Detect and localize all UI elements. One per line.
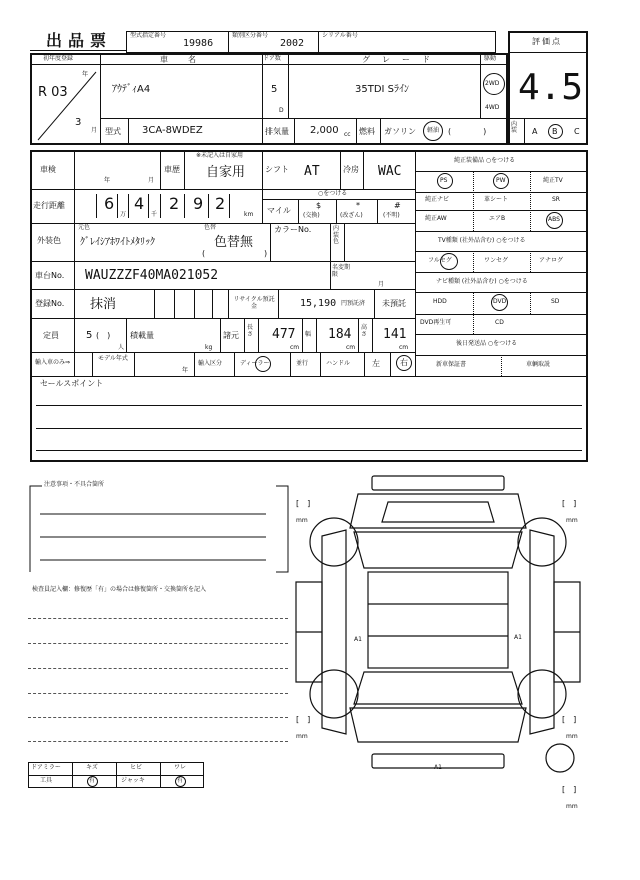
width-unit: cm [346,344,356,351]
measure-bracket-rl: [ ] [296,715,311,724]
mileage-digit: 4 [134,194,145,213]
damage-mark-left: A1 [354,636,362,643]
interior-grade-c: C [574,127,580,136]
width-value: 184 [328,327,352,342]
model-year-label: モデル年式 [98,355,128,362]
first-reg-month-unit: 月 [91,127,98,134]
dims-label: 諸元 [223,331,239,340]
navi-dvd-play: DVD再生可 [420,319,452,326]
interior-grade-b: B [552,127,558,136]
fuel-circled: 軽油 [427,127,440,134]
repaint-value: 色替無 [214,235,254,250]
shift-value: AT [304,164,320,179]
tv-fullseg: フルセグ [428,257,452,264]
later-manual: 車輌取説 [526,361,551,368]
ac-label: 冷房 [343,165,359,174]
name-change-month-unit: 月 [378,281,385,288]
first-reg-slash [36,70,98,142]
caution-bracket [28,481,290,574]
color-no-label: カラーNo. [274,225,312,234]
original-color-value: ｸﾞﾚｲｼｱﾎﾜｲﾄﾒﾀﾘｯｸ [80,237,155,248]
mileage-digit: 2 [169,194,180,213]
later-header: 後日発送品 ○をつける [456,340,518,347]
measure-bracket-rr: [ ] [562,715,577,724]
category-value: 2002 [280,38,305,49]
measure-mm-spare: mm [566,803,578,810]
inspector-note: 検査員記入欄：修復歴「有」の場合は修復箇所・交換箇所を記入 [32,586,207,593]
inspection-year-unit: 年 [104,177,111,184]
legend-tools: 工具 [40,777,53,784]
meter-note: ○をつける [318,190,348,197]
chassis-value: WAUZZZF40MA021052 [85,268,219,283]
interior-label: 内装 [511,121,518,134]
damage-mark-right: A1 [514,634,522,641]
history-label: 車歴 [164,165,180,174]
later-warranty: 新車保証書 [436,361,467,368]
meter-mile: マイル [267,206,291,215]
std-equipment-header: 純正装備品 ○をつける [454,157,516,164]
meter-altered-sym: * [356,201,360,210]
parallel: 並行 [296,360,309,367]
model-cert-label: 型式指定番号 [130,32,167,39]
drive-2wd: 2WD [485,80,500,87]
length-label: 長さ [247,324,254,338]
measure-mm-fr: mm [566,517,578,524]
mileage-man-unit: 万 [120,211,127,218]
model-label: 型式 [105,127,121,136]
equip-navi: 純正ナビ [425,196,450,203]
caution-label: 注意事項・不具合箇所 [44,481,105,488]
score-value: 4.5 [518,67,584,108]
first-reg-label: 初年度登録 [43,55,74,62]
load-label: 積載量 [130,331,154,340]
shift-label: シフト [265,165,289,174]
length-value: 477 [272,327,296,342]
name-change-label: 名変期限 [332,264,351,278]
height-value: 141 [383,327,407,342]
tv-oneseg: ワンセグ [484,257,509,264]
grade-value: 35TDI Sﾗｲﾝ [355,84,410,95]
measure-bracket-fl: [ ] [296,499,311,508]
displacement-label: 排気量 [265,127,289,136]
navi-cd: CD [495,319,504,326]
doors-type: D [279,107,284,114]
page-title: 出品票 [46,31,113,50]
interior-grade-a: A [532,127,538,136]
car-name-label: 車名 [160,55,216,64]
meter-exchange: (交換) [303,212,320,219]
category-label: 類別区分番号 [232,32,269,39]
equip-abs: ABS [548,216,560,223]
measure-mm-rl: mm [296,733,308,740]
equip-aw: 純正AW [425,215,447,222]
recycle-value: 15,190 [300,298,337,309]
model-year-unit: 年 [182,367,189,374]
meter-unknown: (不明) [383,212,400,219]
km-unit: km [244,211,254,218]
import-label: 輸入車のみ⇒ [35,359,71,366]
tv-analog: アナログ [539,257,564,264]
legend-tools-mark: 有 [89,777,96,784]
repaint-label: 色替 [204,224,217,231]
drive-label: 駆動 [484,55,497,62]
measure-bracket-fr: [ ] [562,499,577,508]
recycle-label: リサイクル預託金 [233,296,275,311]
load-unit: kg [205,344,213,351]
inspection-month-unit: 月 [148,177,155,184]
model-cert-value: 19986 [183,38,214,49]
serial-label: シリアル番号 [322,32,358,39]
score-label: 評価点 [532,37,562,46]
equip-airbag: エアB [489,215,506,222]
drive-4wd: 4WD [485,104,500,111]
recycle-unpaid: 未預託 [382,299,406,308]
exterior-label: 外装色 [37,236,61,245]
capacity-value: 5 [86,330,93,341]
legend-cracked: ワレ [174,764,187,771]
handle-left: 左 [372,359,380,368]
fuel-value: ガソリン [384,127,416,136]
chassis-label: 車台No. [35,271,65,280]
capacity-paren: ( ) [96,331,111,340]
legend-jack-mark: 有 [177,777,184,784]
height-unit: cm [399,344,409,351]
reg-no-label: 登録No. [35,299,65,308]
capacity-unit: 人 [118,344,125,351]
fuel-paren: ( ) [448,127,487,136]
displacement-unit: cc [344,131,351,138]
legend-scratch: キズ [86,764,98,771]
capacity-label: 定員 [43,331,59,340]
first-reg-year-unit: 年 [82,71,89,78]
dealer: ディーラー [240,360,270,367]
legend-jack: ジャッキ [121,777,145,784]
equip-sr: SR [552,196,560,203]
paren-open: ( [202,249,206,258]
mileage-sen-unit: 千 [151,211,158,218]
navi-hdd: HDD [433,298,447,305]
width-label: 幅 [305,331,312,338]
legend-crack: ヒビ [130,764,143,771]
mileage-digit: 2 [215,194,226,213]
header-id-box [126,31,496,53]
mileage-label: 走行距離 [33,201,65,210]
meter-altered: (改ざん) [340,212,363,219]
equip-leather: 革シート [484,196,509,203]
displacement-value: 2,000 [310,125,339,136]
handle-right: 右 [400,358,408,367]
sales-point-label: セールスポイント [40,379,104,388]
doors-label: ドア数 [263,55,281,62]
equip-tv: 純正TV [543,177,563,184]
navi-header: ナビ種類 (社外品含む) ○をつける [436,278,528,285]
equip-pw: PW [496,177,506,184]
tv-header: TV種類 (社外品含む) ○をつける [438,237,526,244]
mileage-digit: 9 [193,194,204,213]
length-unit: cm [290,344,300,351]
interior-color-label: 内装色 [333,225,340,246]
original-color-label: 元色 [78,224,91,231]
navi-sd: SD [551,298,560,305]
paren-close: ) [264,249,268,258]
grade-label: グレード [362,55,442,64]
measure-mm-fl: mm [296,517,308,524]
recycle-unit: 円預託済 [341,300,366,307]
car-name-value: ｱｳﾃﾞｨA4 [112,84,151,95]
first-reg-era: R 03 [38,85,68,100]
measure-mm-rr: mm [566,733,578,740]
doors-value: 5 [271,84,278,95]
import-type-label: 輸入区分 [198,360,223,367]
height-label: 高さ [361,324,368,338]
first-reg-month: 3 [75,117,82,128]
meter-exchange-sym: $ [316,201,322,210]
handle-label: ハンドル [326,360,351,367]
meter-unknown-sym: # [394,201,401,210]
inspection-label: 車検 [40,165,56,174]
ac-value: WAC [378,164,402,179]
mileage-digit: 6 [104,194,115,213]
measure-bracket-spare: [ ] [562,785,577,794]
damage-mark-rear: A1 [434,764,442,771]
history-value: 自家用 [206,165,246,180]
equip-ps: PS [440,177,448,184]
model-value: 3CA-8WDEZ [142,125,203,136]
fuel-label: 燃料 [359,127,375,136]
legend-door-mirror: ドアミラー [31,764,61,771]
history-note: ※未記入は自家用 [196,152,244,159]
navi-dvd: DVD [493,298,507,305]
reg-no-value: 抹消 [90,297,117,312]
title-underline [30,50,126,51]
